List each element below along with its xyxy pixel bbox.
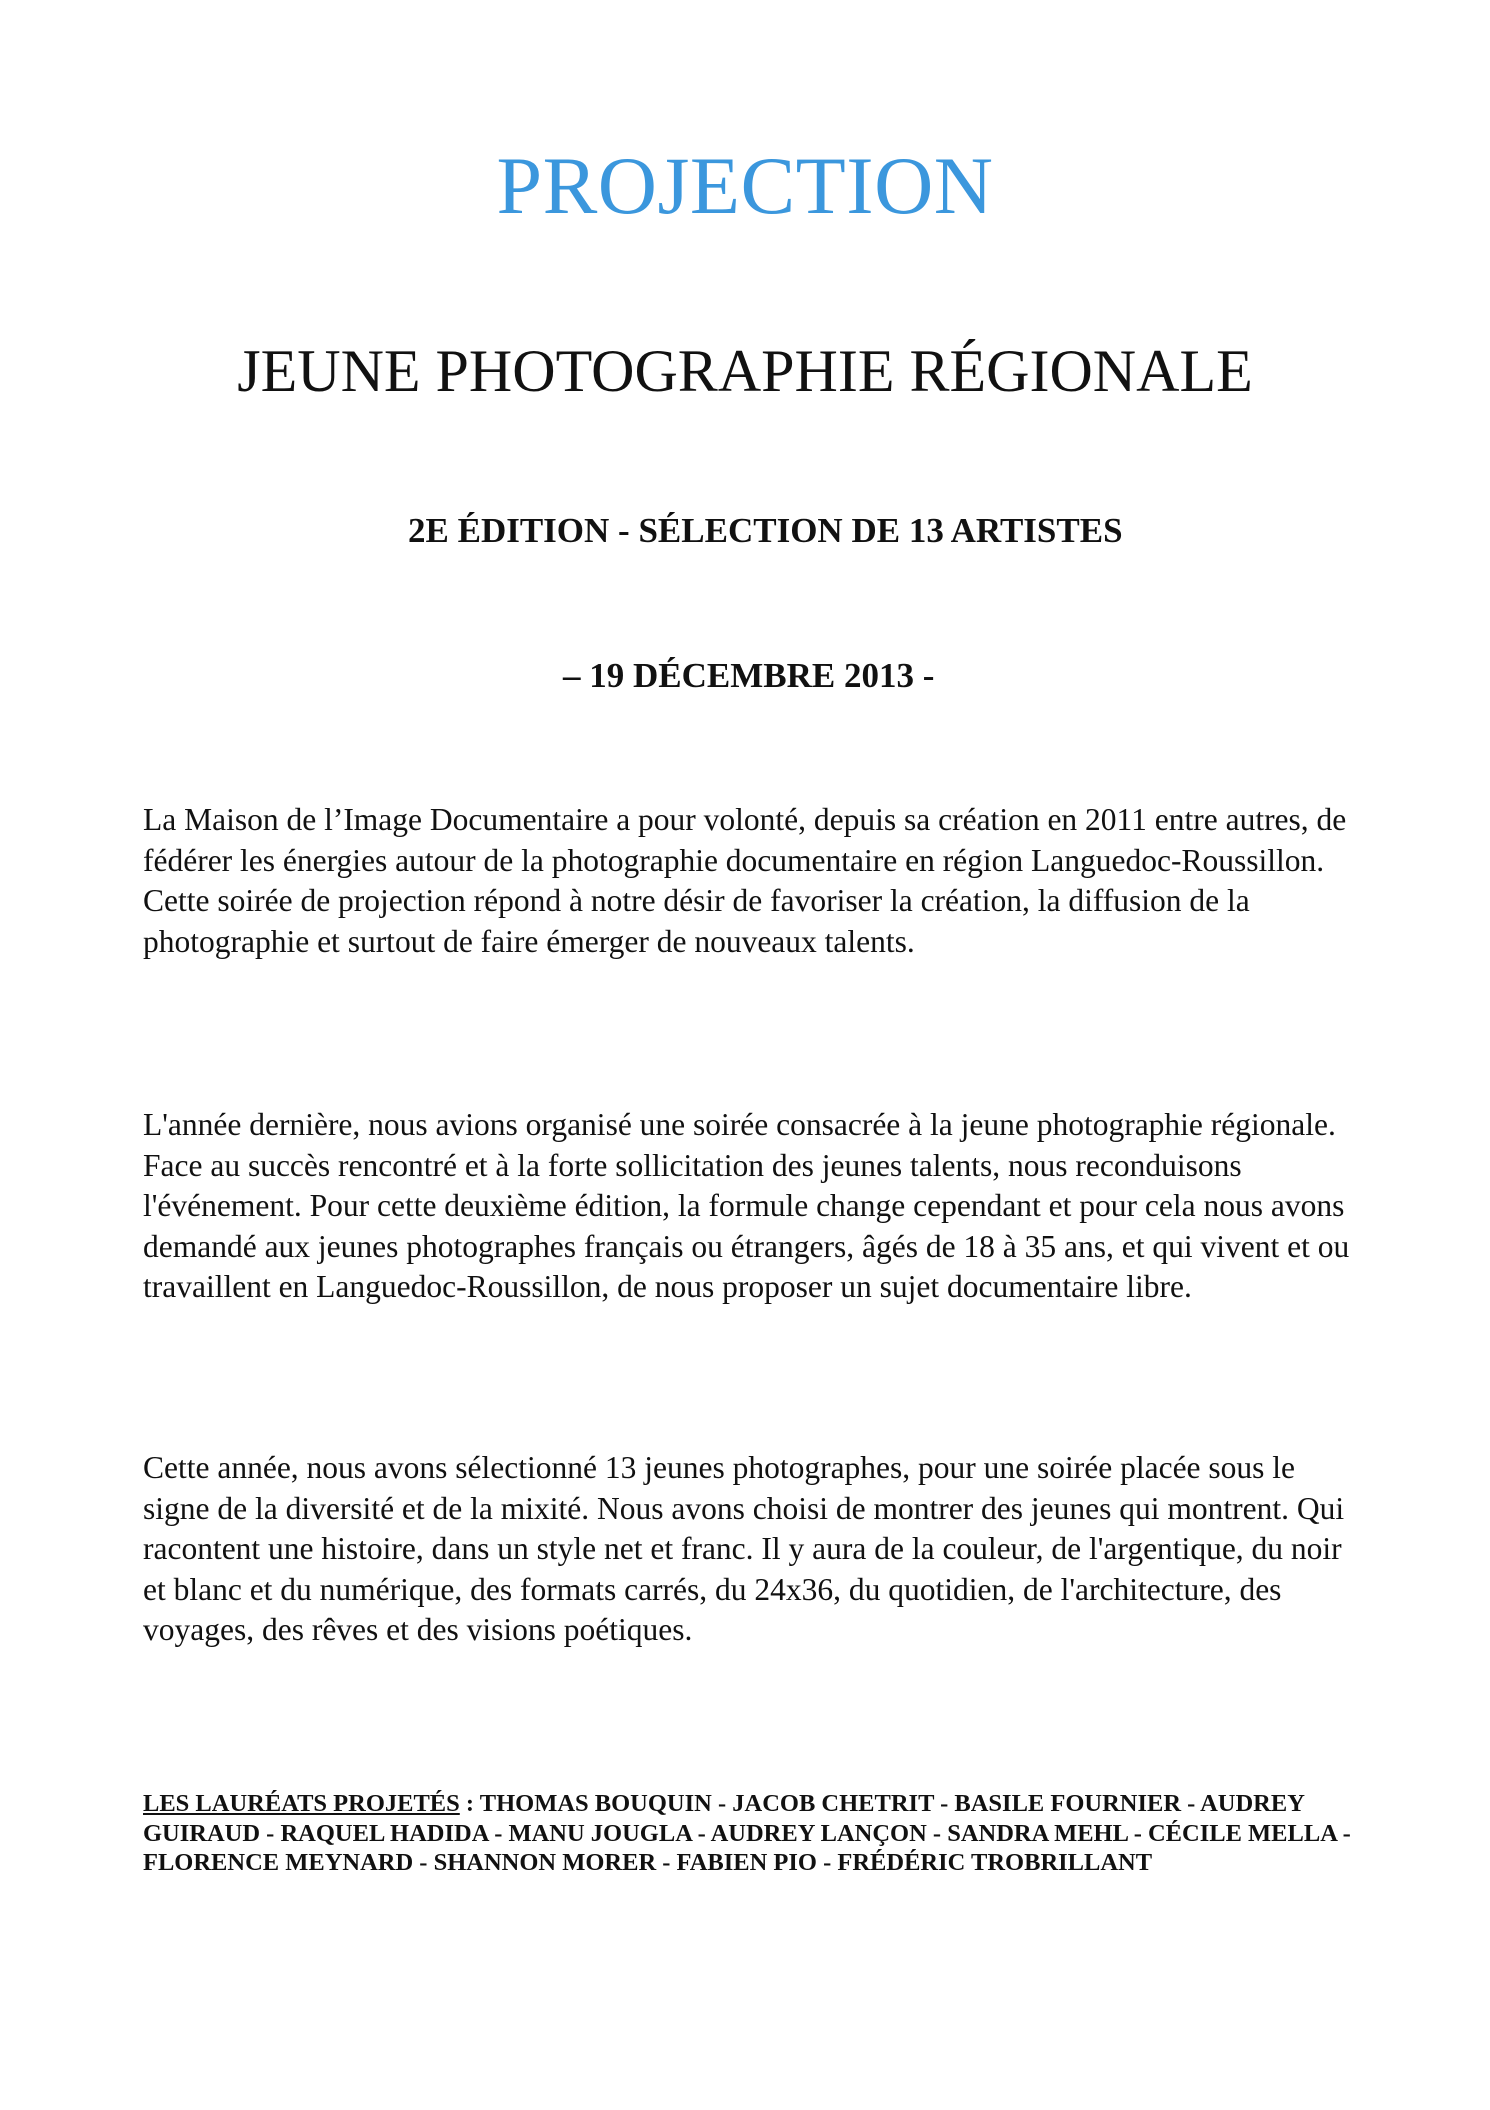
event-date: – 19 DÉCEMBRE 2013 - — [563, 656, 935, 695]
history-paragraph: L'année dernière, nous avions organisé une soirée consacrée à la jeune photographie régionale. Face au succès rencontré et à la forte sollicitation des jeunes talents, nous reconduisons l'événement. Pour cette deuxième édition, la formule change cependant et pour cela nous avons demandé aux jeunes photographes français ou étrangers, âgés de 18 à 35 ans, et qui vivent et ou travaillent en Languedoc-Roussillon, de nous proposer un sujet documentaire libre. — [143, 1107, 1350, 1304]
laureates-list — [143, 1789, 1363, 1878]
document-title: PROJECTION — [496, 140, 994, 231]
selection-paragraph: Cette année, nous avons sélectionné 13 jeunes photographes, pour une soirée placée sous le signe de la diversité et de la mixité. Nous avons choisi de montrer des jeunes qui montrent. Qui racontent une histoire, dans un style net et franc. Il y aura de la couleur, de l'argentique, du noir et blanc et du numérique, des formats carrés, du 24x36, du quotidien, de l'architecture, des voyages, des rêves et des visions poétiques. — [143, 1450, 1345, 1647]
laureates-label: LES LAURÉATS PROJETÉS — [143, 1790, 460, 1817]
laureates-names: : THOMAS BOUQUIN - JACOB CHETRIT - BASILE FOURNIER - AUDREY GUIRAUD - RAQUEL HADIDA - MANU JOUGLA - AUDREY LANÇON - SANDRA MEHL - CÉCILE MELLA - FLORENCE MEYNARD - SHANNON MORER - FABIEN PIO - FRÉDÉRIC TROBRILLANT — [143, 1790, 1351, 1876]
intro-paragraph: La Maison de l’Image Documentaire a pour volonté, depuis sa création en 2011 entre autres, de fédérer les énergies autour de la photographie documentaire en région Languedoc-Roussillon. Cette soirée de projection répond à notre désir de favoriser la création, la diffusion de la photographie et surtout de faire émerger de nouveaux talents. — [143, 802, 1347, 959]
edition-heading: 2E ÉDITION - SÉLECTION DE 13 ARTISTES — [408, 511, 1123, 550]
document-subtitle: JEUNE PHOTOGRAPHIE RÉGIONALE — [237, 338, 1253, 404]
